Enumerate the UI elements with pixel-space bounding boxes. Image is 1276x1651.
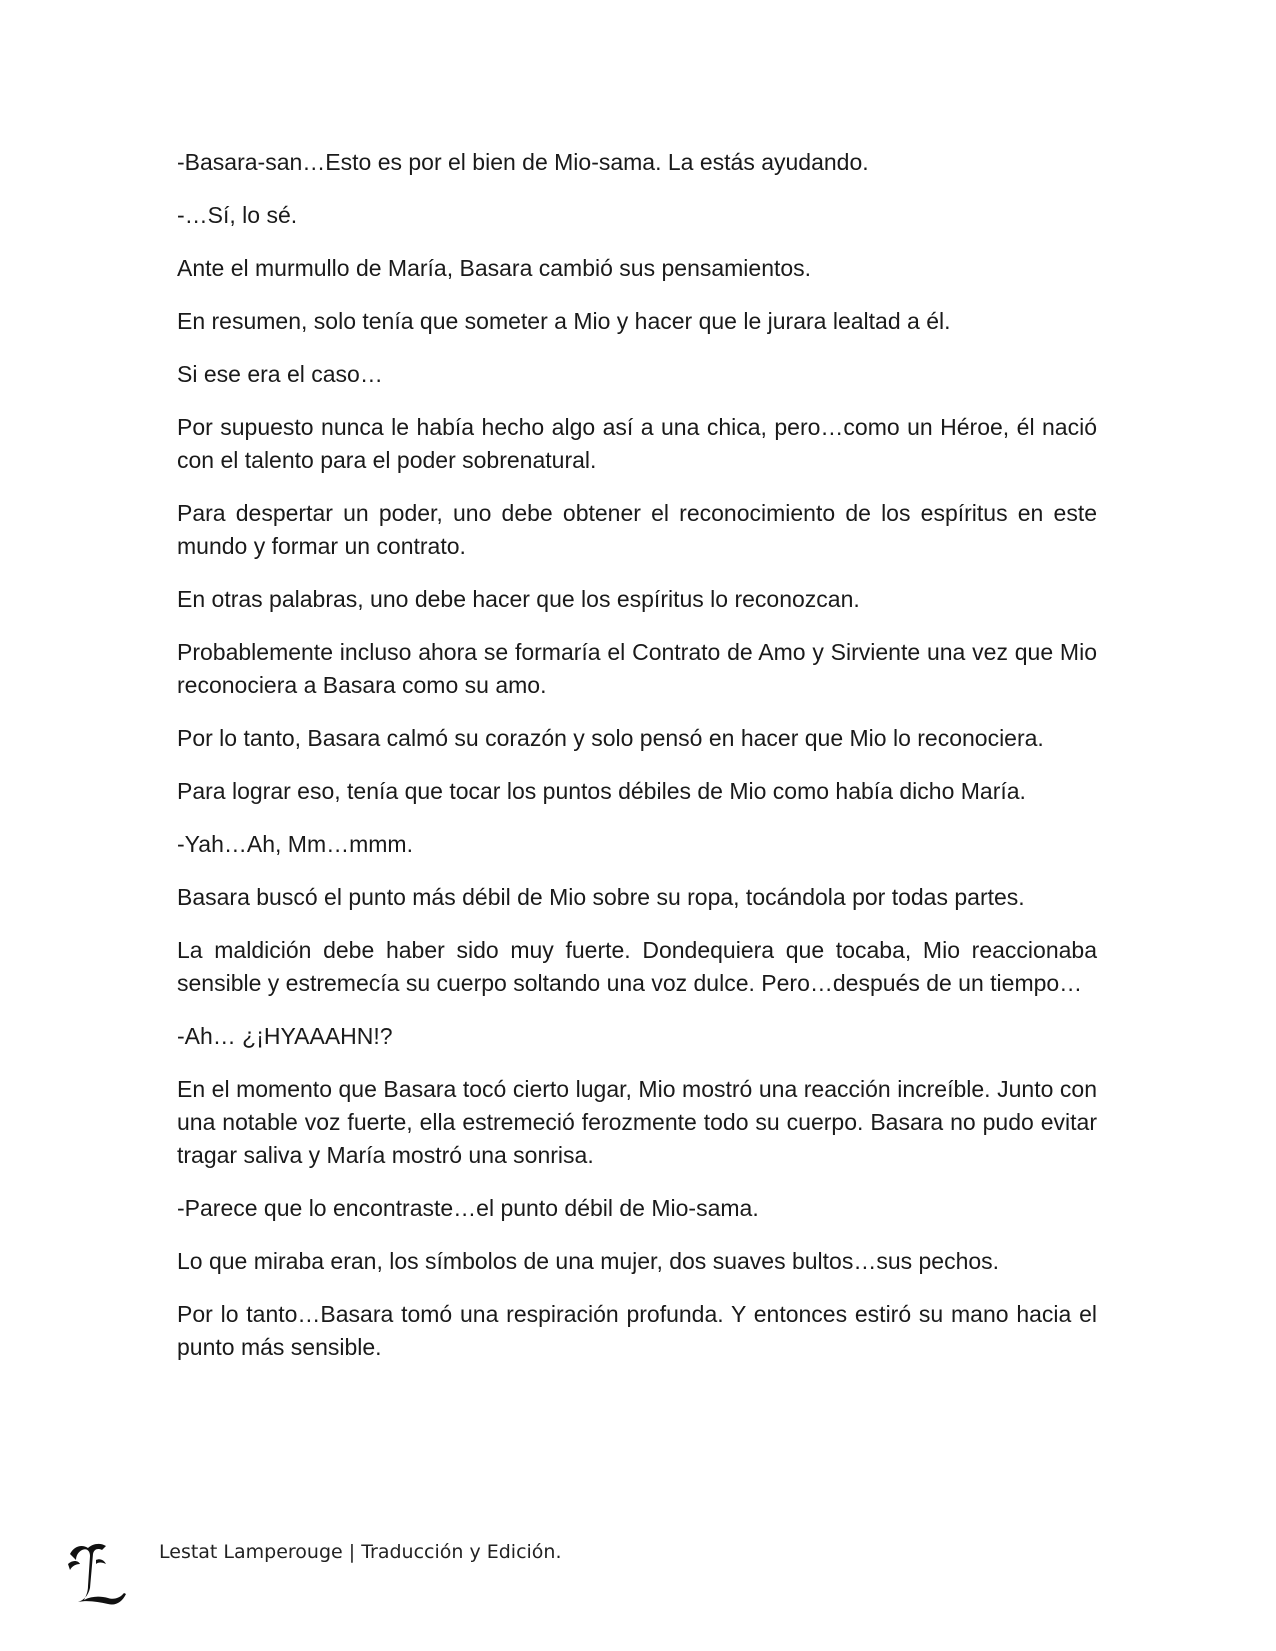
paragraph: Probablemente incluso ahora se formaría el Contrato de Amo y Sirviente una vez que Mio reconociera a Basara como su amo.: [177, 639, 1097, 698]
paragraph: -Basara-san…Esto es por el bien de Mio-sama. La estás ayudando.: [177, 149, 869, 175]
paragraph: Ante el murmullo de María, Basara cambió sus pensamientos.: [177, 255, 812, 281]
paragraph: Para lograr eso, tenía que tocar los puntos débiles de Mio como había dicho María.: [177, 778, 1026, 804]
paragraph: -Ah… ¿¡HYAAAHN!?: [177, 1023, 393, 1049]
paragraph: Por lo tanto, Basara calmó su corazón y solo pensó en hacer que Mio lo reconociera.: [177, 725, 1044, 751]
footer-credit: Lestat Lamperouge | Traducción y Edición.: [159, 1541, 562, 1563]
paragraph: -…Sí, lo sé.: [177, 202, 298, 228]
paragraph: En resumen, solo tenía que someter a Mio y hacer que le jurara lealtad a él.: [177, 308, 951, 334]
paragraph: En otras palabras, uno debe hacer que los espíritus lo reconozcan.: [177, 586, 860, 612]
paragraph: La maldición debe haber sido muy fuerte. Dondequiera que tocaba, Mio reaccionaba sensible y estremecía su cuerpo soltando una voz dulce. Pero…después de un tiempo…: [177, 937, 1097, 996]
paragraph: En el momento que Basara tocó cierto lugar, Mio mostró una reacción increíble. Junto con una notable voz fuerte, ella estremeció ferozmente todo su cuerpo. Basara no pudo evitar tragar saliva y María mostró una sonrisa.: [177, 1076, 1097, 1168]
paragraph: Por supuesto nunca le había hecho algo así a una chica, pero…como un Héroe, él nació con el talento para el poder sobrenatural.: [177, 414, 1097, 473]
document-body: [177, 146, 1097, 1384]
paragraph: -Yah…Ah, Mm…mmm.: [177, 831, 413, 857]
gothic-letter-l-logo-icon: [66, 1540, 128, 1608]
paragraph: -Parece que lo encontraste…el punto débil de Mio-sama.: [177, 1195, 759, 1221]
paragraph: Para despertar un poder, uno debe obtener el reconocimiento de los espíritus en este mundo y formar un contrato.: [177, 500, 1097, 559]
paragraph: Basara buscó el punto más débil de Mio sobre su ropa, tocándola por todas partes.: [177, 884, 1025, 910]
page-footer: [66, 1540, 766, 1610]
paragraph: Por lo tanto…Basara tomó una respiración profunda. Y entonces estiró su mano hacia el punto más sensible.: [177, 1301, 1097, 1360]
paragraph: Si ese era el caso…: [177, 361, 383, 387]
paragraph: Lo que miraba eran, los símbolos de una mujer, dos suaves bultos…sus pechos.: [177, 1248, 1000, 1274]
